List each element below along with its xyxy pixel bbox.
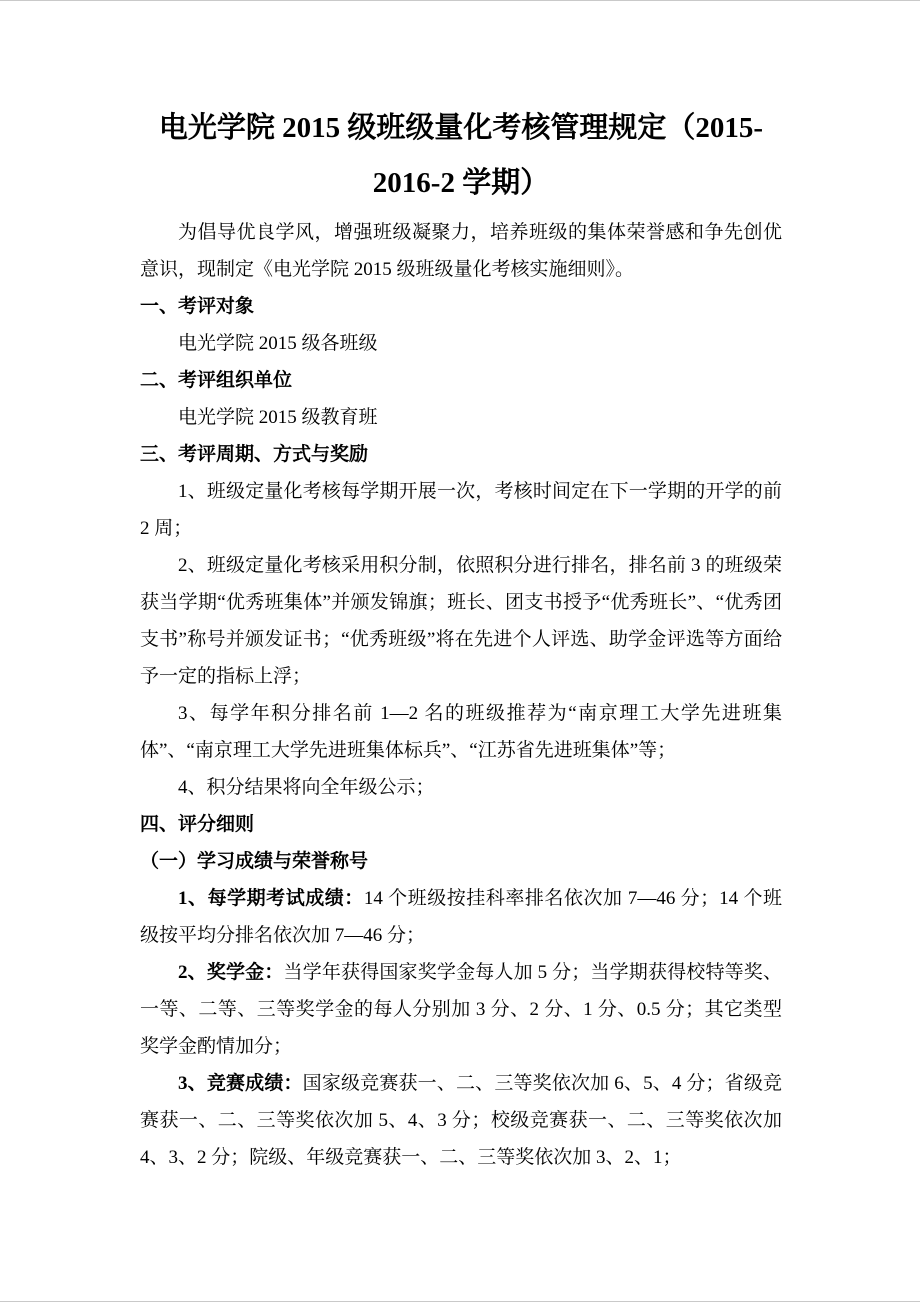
section-4-heading: 四、评分细则 — [140, 814, 255, 835]
rule-2-body: 当学年获得国家奖学金每人加 5 分；当学期获得校特等奖、一等、二等、三等奖学金的每人分别加 3 分、2 分、1 分、0.5 分；其它类型奖学金酌情加分； — [140, 962, 782, 1057]
rule-3-lead: 3、竞赛成绩： — [178, 1073, 303, 1094]
section-3-item-4: 4、积分结果将向全年级公示； — [178, 777, 435, 798]
rule-3-body: 国家级竞赛获一、二、三等奖依次加 6、5、4 分；省级竞赛获一、二、三等奖依次加 5、4、3 分；校级竞赛获一、二、三等奖依次加 4、3、2 分；院级、年级竞赛获一、二、三等奖依次加 3、2、1； — [140, 1073, 782, 1168]
section-1-body: 电光学院 2015 级各班级 — [178, 333, 378, 354]
section-2-heading: 二、考评组织单位 — [140, 370, 293, 391]
section-3-item-3: 3、每学年积分排名前 1—2 名的班级推荐为“南京理工大学先进班集体”、“南京理工大学先进班集体标兵”、“江苏省先进班集体”等； — [140, 703, 782, 761]
section-3-item-1: 1、班级定量化考核每学期开展一次，考核时间定在下一学期的开学的前 2 周； — [140, 481, 782, 539]
section-4-sub-1-heading: （一）学习成绩与荣誉称号 — [140, 851, 369, 872]
rule-paragraph-3 — [140, 1065, 782, 1176]
section-2-body: 电光学院 2015 级教育班 — [178, 407, 378, 428]
rule-1-lead: 1、每学期考试成绩： — [178, 888, 364, 909]
section-3-heading: 三、考评周期、方式与奖励 — [140, 444, 369, 465]
document-title: 电光学院 2015 级班级量化考核管理规定（2015-2016-2 学期） — [158, 112, 764, 199]
section-3-item-2: 2、班级定量化考核采用积分制，依照积分进行排名，排名前 3 的班级荣获当学期“优秀班集体”并颁发锦旗；班长、团支书授予“优秀班长”、“优秀团支书”称号并颁发证书；“优秀班级”将在先进个人评选、助学金评选等方面给予一定的指标上浮； — [140, 555, 782, 687]
section-1-heading: 一、考评对象 — [140, 296, 255, 317]
rule-paragraph-1 — [140, 880, 782, 954]
rule-2-lead: 2、奖学金： — [178, 962, 284, 983]
rule-paragraph-2 — [140, 954, 782, 1065]
intro-paragraph: 为倡导优良学风，增强班级凝聚力，培养班级的集体荣誉感和争先创优意识，现制定《电光学院 2015 级班级量化考核实施细则》。 — [140, 222, 782, 280]
rule-1-body: 14 个班级按挂科率排名依次加 7—46 分；14 个班级按平均分排名依次加 7—46 分； — [140, 888, 782, 946]
